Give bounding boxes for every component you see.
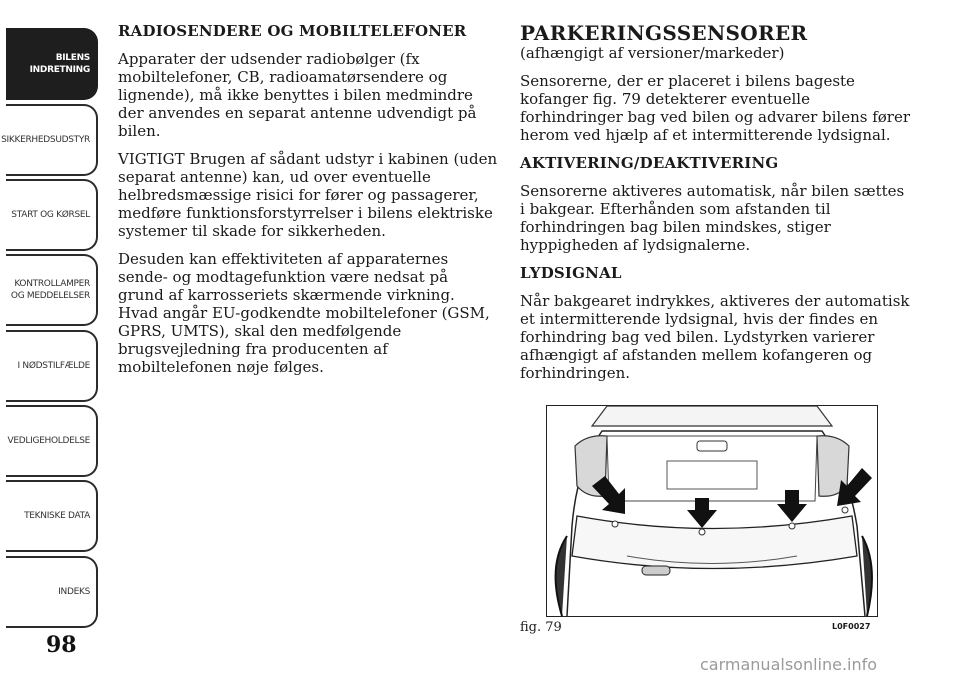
section-title: PARKERINGSSENSORER: [520, 21, 808, 45]
figure-caption: fig. 79: [520, 620, 562, 635]
tab-i-nodstilfaelde[interactable]: I NØDSTILFÆLDE: [6, 330, 98, 402]
car-rear-illustration: [547, 406, 877, 616]
sensor-dot-1: [612, 521, 618, 527]
tab-bilens-indretning[interactable]: BILENS INDRETNING: [6, 28, 98, 100]
page-number: 98: [46, 632, 77, 658]
arrow-icon-3: [777, 490, 807, 522]
sound-paragraph: Når bakgearet indrykkes, aktiveres der automatisk et intermitterende lydsignal, hvis der findes en forhindring bag ved bilen. Lydstyrken varierer afhængigt af afstanden mellem kofangeren og forhindringen.: [520, 292, 910, 382]
watermark-text: carmanualsonline.info: [700, 655, 878, 674]
radio-paragraph-3: Desuden kan effektiviteten af apparaternes sende- og modtagefunktion være nedsat på grund af karrosseriets skærmende virkning. Hvad angår EU-godkendte mobiltelefoner (GSM, GPRS, UMTS), skal den medfølgende brugsvejledning fra producenten af mobiltelefonen nøje følges.: [118, 250, 490, 376]
figure-code: L0F0027: [832, 622, 871, 631]
sensor-dot-3: [789, 523, 795, 529]
radio-paragraph-2: VIGTIGT Brugen af sådant udstyr i kabinen (uden separat antenne) kan, ud over eventuelle helbredsmæssige risici for fører og passagerer, medføre funktionsforstyrrelser i bilens elektriske systemer til skade for sikkerheden.: [118, 150, 498, 240]
sensor-dot-2: [699, 529, 705, 535]
sensor-dot-4: [842, 507, 848, 513]
activation-paragraph: Sensorerne aktiveres automatisk, når bilen sættes i bakgear. Efterhånden som afstanden til forhindringen bag bilen mindskes, stiger hyppigheden af lydsignalerne.: [520, 182, 905, 254]
right-column: [520, 22, 910, 392]
tab-indeks[interactable]: INDEKS: [6, 556, 98, 628]
tab-tekniske-data[interactable]: TEKNISKE DATA: [6, 480, 98, 552]
arrow-icon-2: [687, 498, 717, 528]
sensors-intro: Sensorerne, der er placeret i bilens bageste kofanger fig. 79 detekterer eventuelle forhindringer bag ved bilen og advarer bilens fører herom ved hjælp af et intermitterende lydsignal.: [520, 72, 911, 144]
tab-vedligeholdelse[interactable]: VEDLIGEHOLDELSE: [6, 405, 98, 477]
car-rear-figure: [546, 405, 878, 617]
radio-heading: RADIOSENDERE OG MOBILTELEFONER: [118, 22, 467, 40]
tab-start-og-korsel[interactable]: START OG KØRSEL: [6, 179, 98, 251]
tab-kontrollamper[interactable]: KONTROLLAMPER OG MEDDELELSER: [6, 254, 98, 326]
sound-heading: LYDSIGNAL: [520, 264, 622, 282]
tab-sikkerhedsudstyr[interactable]: SIKKERHEDSUDSTYR: [6, 104, 98, 176]
radio-paragraph-1: Apparater der udsender radiobølger (fx mobiltelefoner, CB, radioamatørsendere og lignende), må ikke benyttes i bilen medmindre der anvendes en separat antenne udvendigt på bilen.: [118, 50, 477, 140]
activation-heading: AKTIVERING/DEAKTIVERING: [520, 154, 779, 172]
section-subtitle: (afhængigt af versioner/markeder): [520, 44, 785, 62]
left-column: [118, 22, 498, 386]
chapter-sidebar: [0, 0, 100, 686]
